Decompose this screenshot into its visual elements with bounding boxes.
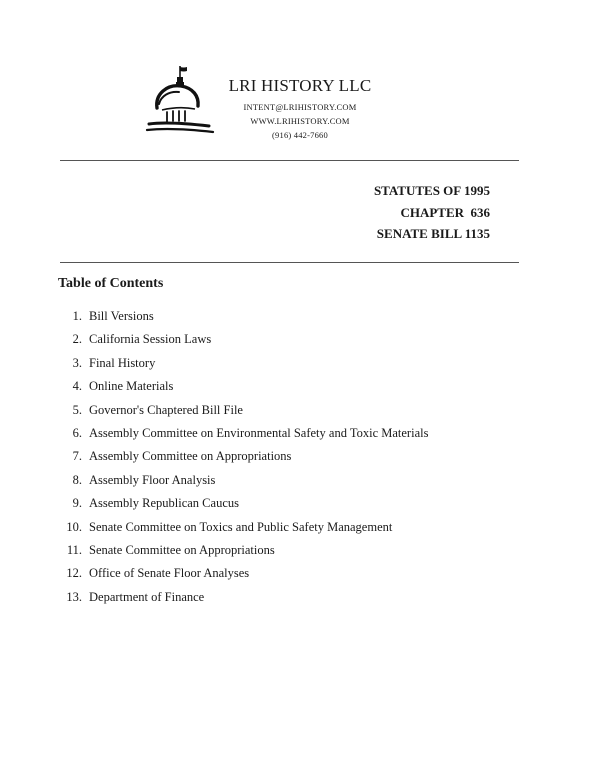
company-header xyxy=(225,76,375,142)
toc-item xyxy=(60,493,428,516)
toc-item xyxy=(60,329,428,352)
toc-item xyxy=(60,376,428,399)
toc-item-number: 4. xyxy=(72,379,82,394)
toc-item xyxy=(60,587,428,610)
toc-item xyxy=(60,446,428,469)
toc-item-number: 8. xyxy=(72,472,82,487)
toc-item xyxy=(60,563,428,586)
toc-item xyxy=(60,540,428,563)
toc-item-number: 6. xyxy=(72,425,82,440)
company-email: INTENT@LRIHISTORY.COM xyxy=(243,102,357,112)
company-name: LRI HISTORY LLC xyxy=(228,76,372,95)
statute-chapter: CHAPTER 636 xyxy=(400,204,490,220)
toc-item-label: Online Materials xyxy=(89,379,174,394)
toc-item-number: 5. xyxy=(72,402,82,417)
toc-item-label: California Session Laws xyxy=(89,332,212,347)
toc-item xyxy=(60,517,428,540)
toc-item xyxy=(60,470,428,493)
toc-item-label: Senate Committee on Toxics and Public Safety Management xyxy=(89,519,393,534)
toc-item xyxy=(60,400,428,423)
toc-item-number: 9. xyxy=(72,496,82,511)
toc-item-number: 7. xyxy=(72,449,82,464)
toc-item-label: Assembly Republican Caucus xyxy=(89,496,239,511)
toc-title: Table of Contents xyxy=(58,276,164,291)
statute-block xyxy=(374,180,490,245)
toc-item-number: 11. xyxy=(66,542,82,557)
top-divider xyxy=(60,160,519,161)
toc-item-number: 3. xyxy=(72,355,82,370)
bottom-divider xyxy=(60,262,519,263)
toc-item-label: Assembly Committee on Appropriations xyxy=(89,449,292,464)
toc-item-number: 10. xyxy=(66,519,82,534)
toc-item-label: Final History xyxy=(89,355,156,370)
toc-item-label: Department of Finance xyxy=(89,589,205,604)
toc-item-label: Assembly Floor Analysis xyxy=(89,472,216,487)
toc-item-number: 1. xyxy=(72,309,82,323)
toc-item-number: 13. xyxy=(66,589,82,604)
toc-item-label: Assembly Committee on Environmental Safety and Toxic Materials xyxy=(89,425,429,440)
toc-item-label: Governor's Chaptered Bill File xyxy=(89,402,243,417)
toc-item-number: 2. xyxy=(72,332,82,347)
statute-year: STATUTES OF 1995 xyxy=(373,183,490,198)
toc-item-number: 12. xyxy=(66,566,82,581)
toc-item xyxy=(60,306,428,329)
toc-item xyxy=(60,423,428,446)
toc-item-label: Office of Senate Floor Analyses xyxy=(89,566,250,581)
toc-item-label: Senate Committee on Appropriations xyxy=(89,542,275,557)
company-website: WWW.LRIHISTORY.COM xyxy=(250,116,350,126)
toc-list xyxy=(60,306,428,610)
toc-item-label: Bill Versions xyxy=(89,309,154,323)
company-phone: (916) 442-7660 xyxy=(272,130,328,140)
statute-bill: SENATE BILL 1135 xyxy=(376,226,490,241)
capitol-dome-logo xyxy=(143,64,215,138)
toc-item xyxy=(60,353,428,376)
